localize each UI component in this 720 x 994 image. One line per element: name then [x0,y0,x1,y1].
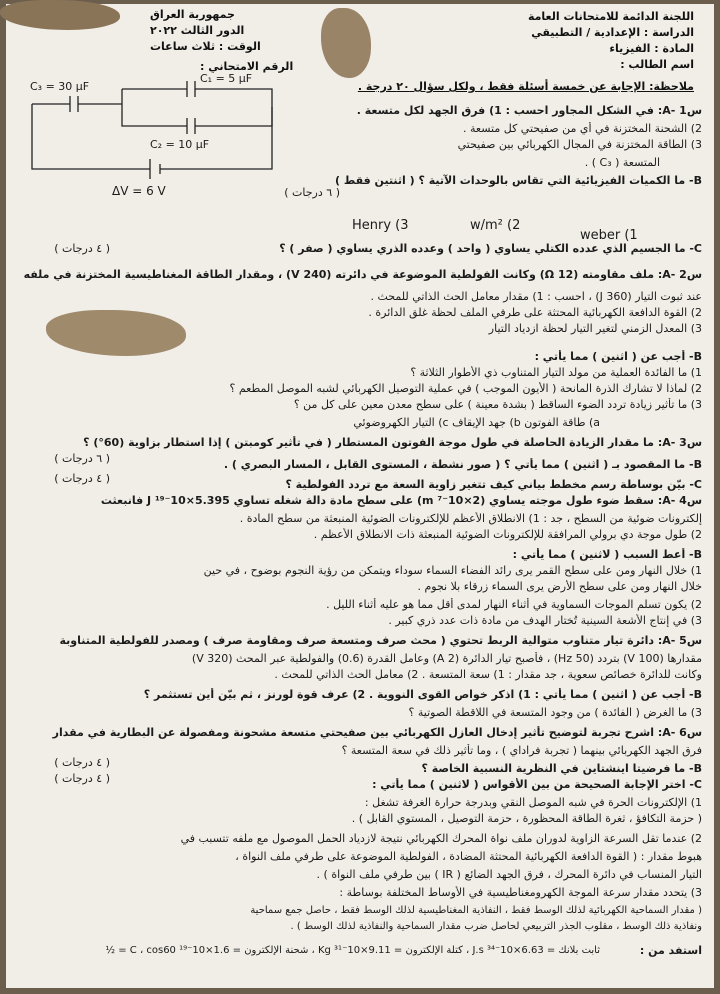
unit-weber: weber (1 [580,228,638,243]
q6-a-2: فرق الجهد الكهربائي بينهما ( تجربة فراداي ) ، وما تأثير ذلك في سعة المتسعة ؟ [341,744,702,757]
q6-c-2: 2) عندما تقل السرعة الزاوية لدوران ملف نواة المحرك الكهربائي نتيجة لازدياد الحمل الموصول مع ملفه تتسبب في [180,832,702,845]
q6-c: C- اختر الإجابة الصحيحة من بين الأقواس ( لاثنين ) مما يأتي : [372,778,702,791]
q5-b-3: 3) ما الغرض ( الفائدة ) من وجود المتسعة في اللاقطة الصوتية ؟ [408,706,702,719]
q5-a-2: مقدارها (100 V) بتردد (50 Hz) ، فأصبح تيار الدائرة (2 A) وعامل القدرة (0.6) والفولطية عبر المحث (320 V) [191,652,702,665]
q4-b: B- أعط السبب ( لاثنين ) مما يأتي : [512,548,702,561]
q2-b-3: 3) ما تأثير زيادة تردد الضوء الساقط ( بشدة معينة ) على سطح معدن معين على كل من ؟ [293,398,702,411]
q2-b: B- أجب عن ( اثنين ) مما يأتي : [534,350,702,363]
c3-label: C₃ = 30 μF [30,80,90,93]
c1-label: C₁ = 5 μF [200,72,253,85]
header-exam-number: الرقم الامتحاني : [200,60,294,73]
q4-b-2: 2) يكون تسلم الموجات السماوية في أثناء النهار لمدى أقل مما هو عليه أثناء الليل . [326,598,702,611]
unit-w-per-m2: w/m² (2 [470,218,521,233]
q6-c-1: 1) الإلكترونات الحرة في شبه الموصل النقي وبدرجة حرارة الغرفة تشغل : [364,796,702,809]
q4-a-2: إلكترونات ضوئية من السطح ، جد : 1) الانطلاق الأعظم للإلكترونات الضوئية المنبعثة من سطح المادة . [239,512,702,525]
q3-c-marks: ( ٤ درجات ) [54,472,110,485]
q6-c-3: 3) يتحدد مقدار سرعة الموجة الكهرومغناطيسية في الأوساط المختلفة بوساطة : [339,886,702,899]
footer-constants: ثابت بلانك = 6.63×10⁻³⁴ J.s ، كتلة الإلكترون = 9.11×10⁻³¹ Kg ، شحنة الإلكترون = 1.6×10⁻¹⁹ C ، cos60 = ½ [105,945,600,956]
q4-b-1: 1) خلال النهار ومن على سطح القمر يرى رائد الفضاء السماء سوداء ويتمكن من رؤية النجوم بوضوح ، في حين [203,564,702,577]
header-time: الوقت : ثلاث ساعات [150,40,261,53]
q3-c: C- بيّن بوساطة رسم مخطط بياني كيف تتغير زاوية السعة مع تردد الفولطية ؟ [285,478,702,491]
circuit-wire-return [32,104,272,169]
q5-b: B- أجب عن ( اثنين ) مما يأتي : 1) اذكر خواص القوى النووية . 2) عرف قوة لورنز ، ثم بيّن أين تستثمر ؟ [143,688,702,701]
header-round: الدور الثالث ٢٠٢٢ [150,24,245,37]
q6-b-marks: ( ٤ درجات ) [54,772,110,785]
q1-c-marks: ( ٤ درجات ) [54,242,110,255]
q4-a-3: 2) طول موجة دي برولي المرافقة للإلكترونات الضوئية المنبعثة ذات الانطلاق الأعظم . [313,528,702,541]
q4-a: س4 -A: سقط ضوء طول موجته يساوي (2×10⁻⁷ m) على سطح مادة دالة شغله تساوي 5.395×10⁻¹⁹ J فانبعثت [100,494,702,507]
q2-a-3: 2) القوة الدافعة الكهربائية المحتثة على طرفي الملف لحظة غلق الدائرة . [368,306,702,319]
q1-a-4: المتسعة ( C₃ ) . [584,156,660,169]
q1-a-2: 2) الشحنة المختزنة في أي من صفيحتي كل متسعة . [463,122,702,135]
q6-c-1-options: ( حزمة التكافؤ ، ثغرة الطاقة المحظورة ، حزمة التوصيل ، المستوي القابل ) . [351,812,702,825]
q2-a-2: عند ثبوت التيار (360 J) ، احسب : 1) مقدار معامل الحث الذاتي للمحث . [370,290,702,303]
q2-a-4: 3) المعدل الزمني لتغير التيار لحظة ازدياد التيار [488,322,702,335]
q2-a: س2 -A: ملف مقاومته (12 Ω) وكانت الفولطية الموضوعة في دائرته (240 V) ، ومقدار الطاقة المغناطيسية المختزنة في ملفه [23,268,702,281]
q1-a-3: 3) الطاقة المختزنة في المجال الكهربائي بين صفيحتي [457,138,702,151]
q6-c-3-cont2: ونفاذية ذلك الوسط ، مقلوب الجذر التربيعي لحاصل ضرب مقدار السماحية والنفاذية لذلك الوسط ) . [290,921,702,932]
q1-c: C- ما الجسيم الذي عدده الكتلي يساوي ( واحد ) وعدده الذري يساوي ( صفر ) ؟ [279,242,702,255]
q6-b: B- ما فرضيتا اينشتاين في النظرية النسبية الخاصة ؟ [421,762,702,775]
q5-a-3: وكانت للدائرة خصائص سعوية ، جد مقدار : 1) سعة المتسعة . 2) معامل الحث الذاتي للمحث . [274,668,702,681]
q3-b: B- ما المقصود بـ ( اثنين ) مما يأتي ؟ ( صور نشطة ، المستوى القابل ، المسار البصري ) . [223,458,702,471]
q5-a: س5 -A: دائرة تيار متناوب متوالية الربط تحتوي ( محث صرف ومتسعة صرف ومقاومة صرف ) ومصدر للفولطية المتناوبة [59,634,702,647]
header-subject: المادة : الفيزياء [609,42,694,55]
header-study: الدراسة : الإعدادية / التطبيقي [531,26,694,39]
header-student-name: اسم الطالب : [620,58,694,71]
torn-hole-top-left [0,0,120,30]
footer-label: استفد من : [639,944,702,957]
q3-a: س3 -A: ما مقدار الزيادة الحاصلة في طول موجة الفوتون المستطار ( في تأثير كومبتن ) إذا استطار بزاوية (60°) ؟ [83,436,702,449]
q4-b-3: 3) في إنتاج الأشعة السينية تُختار الهدف من مادة ذات عدد ذري كبير . [388,614,702,627]
q6-c-2-cont: هبوط مقدار : ( القوة الدافعة الكهربائية المحتثة المضادة ، الفولطية الموضوعة على طرفي ملف النواة ، [235,850,702,863]
header-republic: جمهورية العراق [150,8,235,21]
q1-a: س1 -A: في الشكل المجاور احسب : 1) فرق الجهد لكل متسعة . [356,104,702,117]
q6-a-marks: ( ٤ درجات ) [54,756,110,769]
circuit-wire-parallel [122,89,272,126]
q6-a: س6 -A: اشرح تجربة لتوضيح تأثير إدخال العازل الكهربائي بين صفيحتي متسعة مشحونة ومفصولة عن البطارية في مقدار [52,726,702,739]
q2-b-1: 1) ما الفائدة العملية من مولد التيار المتناوب ذي الأطوار الثلاثة ؟ [410,366,702,379]
q3-b-marks: ( ٦ درجات ) [54,452,110,465]
q2-b-options: a) طاقة الفوتون b) جهد الإيقاف c) التيار الكهروضوئي [353,416,600,429]
q1-b-marks: ( ٦ درجات ) [284,186,340,199]
torn-hole-top [321,8,371,78]
q2-b-2: 2) لماذا لا تشارك الذرة المانحة ( الأيون الموجب ) في عملية التوصيل الكهربائي لشبه الموصل المطعم ؟ [229,382,702,395]
q6-c-2-cont2: التيار المنساب في دائرة المحرك ، فرق الجهد الضائع ( IR ) بين طرفي ملف النواة ) . [316,868,702,881]
q4-b-1-cont: خلال النهار ومن على سطح الأرض يرى السماء زرقاء بلا نجوم . [417,580,702,593]
voltage-label: ΔV = 6 V [112,184,166,198]
exam-note: ملاحظة: الإجابة عن خمسة أسئلة فقط ، ولكل سؤال ٢٠ درجة . [357,80,694,93]
header-authority: اللجنة الدائمة للامتحانات العامة [527,10,694,23]
unit-henry: Henry (3 [352,218,409,233]
q1-b: B- ما الكميات الفيزيائية التي تقاس بالوحدات الآتية ؟ ( اثنتين فقط ) [334,174,702,187]
q6-c-3-cont: ( مقدار السماحية الكهربائية لذلك الوسط فقط ، النفاذية المغناطيسية لذلك الوسط فقط ، حاصل جمع سماحية [250,905,702,916]
c2-label: C₂ = 10 μF [150,138,210,151]
